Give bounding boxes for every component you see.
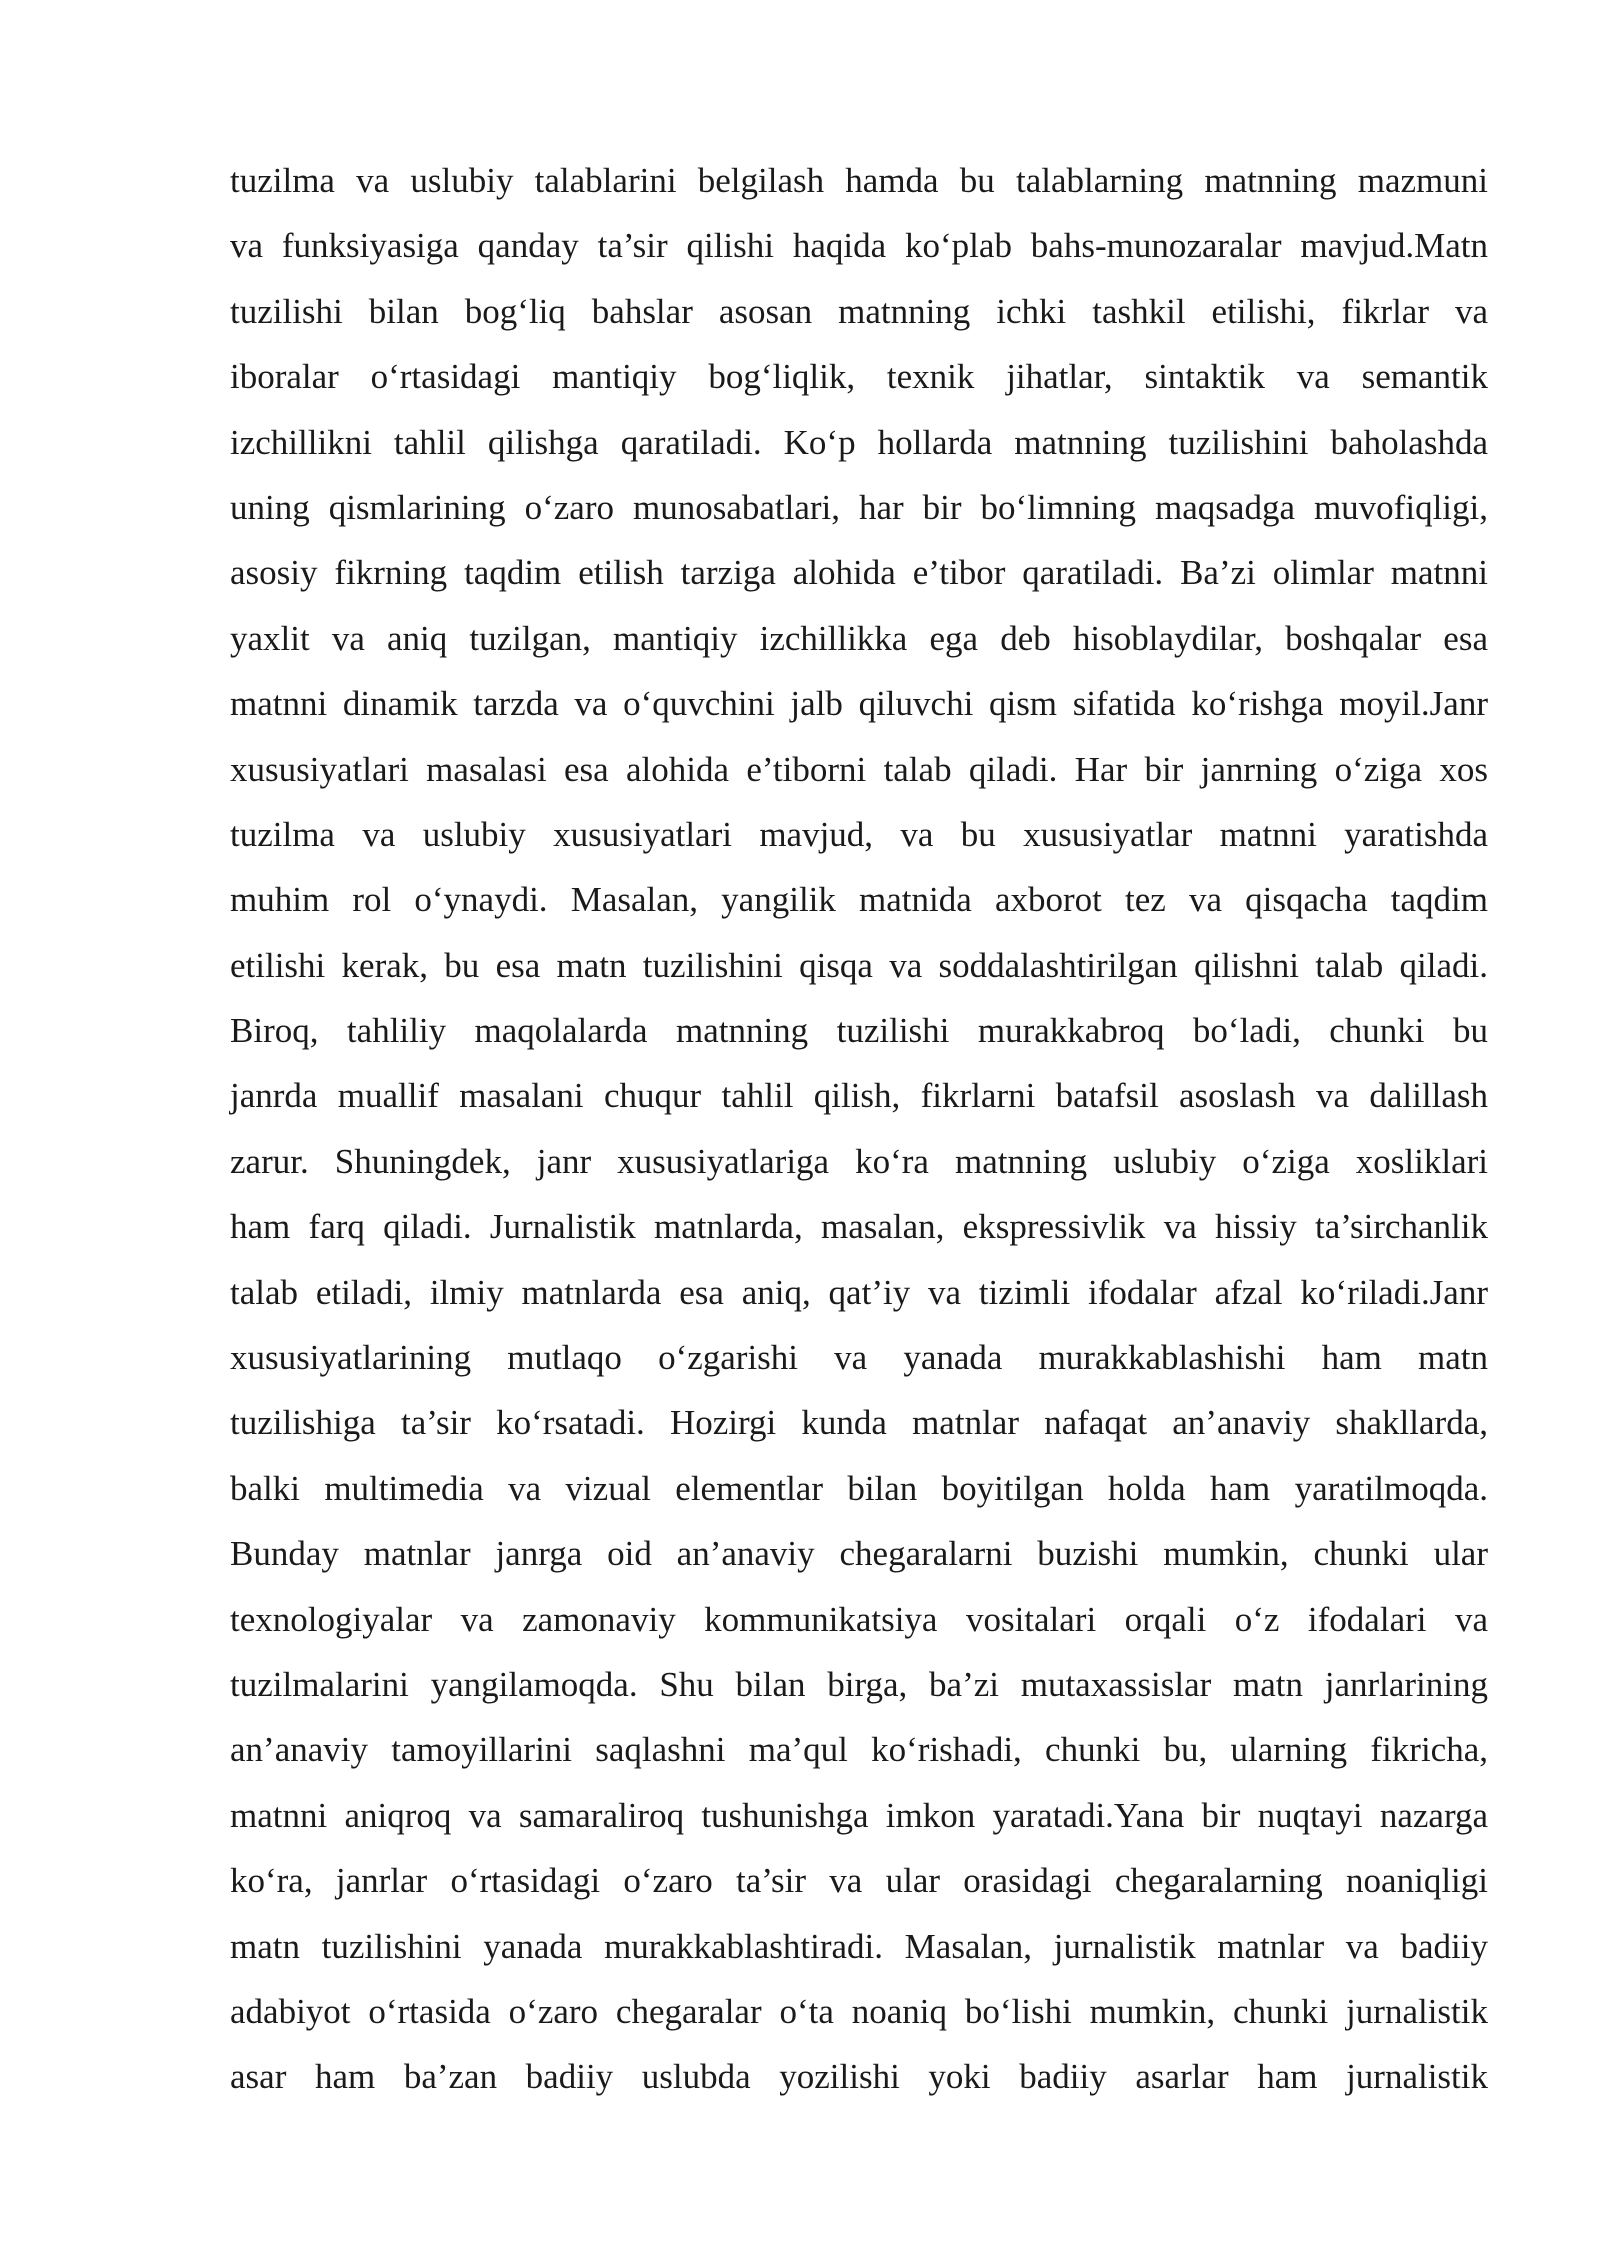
text-line: muhim rol o‘ynaydi. Masalan, yangilik matnida axborot tez va qisqacha taqdim: [230, 880, 1488, 920]
text-line: matnni aniqroq va samaraliroq tushunishga imkon yaratadi.Yana bir nuqtayi nazarga: [230, 1795, 1488, 1835]
text-line: asar ham ba’zan badiiy uslubda yozilishi yoki badiiy asarlar ham jurnalistik: [230, 2057, 1488, 2097]
text-line: xususiyatlari masalasi esa alohida e’tiborni talab qiladi. Har bir janrning o‘ziga xos: [230, 749, 1488, 789]
text-line: zarur. Shuningdek, janr xususiyatlariga ko‘ra matnning uslubiy o‘ziga xosliklari: [230, 1141, 1488, 1181]
text-line: ham farq qiladi. Jurnalistik matnlarda, masalan, ekspressivlik va hissiy ta’sirchanlik: [230, 1207, 1488, 1247]
text-line: an’anaviy tamoyillarini saqlashni ma’qul ko‘rishadi, chunki bu, ularning fikricha,: [230, 1730, 1488, 1770]
text-line: izchillikni tahlil qilishga qaratiladi. Ko‘p hollarda matnning tuzilishini baholashda: [230, 422, 1488, 462]
text-line: tuzilishiga ta’sir ko‘rsatadi. Hozirgi kunda matnlar nafaqat an’anaviy shakllarda,: [230, 1403, 1488, 1443]
text-line: matn tuzilishini yanada murakkablashtiradi. Masalan, jurnalistik matnlar va badiiy: [230, 1926, 1488, 1966]
text-line: adabiyot o‘rtasida o‘zaro chegaralar o‘ta noaniq bo‘lishi mumkin, chunki jurnalistik: [230, 1991, 1488, 2031]
text-line: xususiyatlarining mutlaqo o‘zgarishi va yanada murakkablashishi ham matn: [230, 1338, 1488, 1378]
text-line: janrda muallif masalani chuqur tahlil qilish, fikrlarni batafsil asoslash va dalillash: [230, 1076, 1488, 1116]
text-line: yaxlit va aniq tuzilgan, mantiqiy izchillikka ega deb hisoblaydilar, boshqalar esa: [230, 618, 1488, 658]
text-line: ko‘ra, janrlar o‘rtasidagi o‘zaro ta’sir va ular orasidagi chegaralarning noaniqligi: [230, 1861, 1488, 1901]
text-line: etilishi kerak, bu esa matn tuzilishini qisqa va soddalashtirilgan qilishni talab qiladi.: [230, 945, 1488, 985]
text-line: tuzilmalarini yangilamoqda. Shu bilan birga, ba’zi mutaxassislar matn janrlarining: [230, 1664, 1488, 1704]
body-text: [230, 148, 1488, 2110]
text-line: matnni dinamik tarzda va o‘quvchini jalb qiluvchi qism sifatida ko‘rishga moyil.Janr: [230, 684, 1488, 724]
text-line: iboralar o‘rtasidagi mantiqiy bog‘liqlik, texnik jihatlar, sintaktik va semantik: [230, 357, 1488, 397]
text-line: va funksiyasiga qanday ta’sir qilishi haqida ko‘plab bahs-munozaralar mavjud.Matn: [230, 226, 1488, 266]
text-line: asosiy fikrning taqdim etilish tarziga alohida e’tibor qaratiladi. Ba’zi olimlar matnni: [230, 553, 1488, 593]
text-line: uning qismlarining o‘zaro munosabatlari, har bir bo‘limning maqsadga muvofiqligi,: [230, 487, 1488, 527]
text-line: balki multimedia va vizual elementlar bilan boyitilgan holda ham yaratilmoqda.: [230, 1468, 1488, 1508]
text-line: tuzilma va uslubiy xususiyatlari mavjud, va bu xususiyatlar matnni yaratishda: [230, 814, 1488, 854]
text-line: texnologiyalar va zamonaviy kommunikatsiya vositalari orqali o‘z ifodalari va: [230, 1599, 1488, 1639]
text-line: talab etiladi, ilmiy matnlarda esa aniq, qat’iy va tizimli ifodalar afzal ko‘riladi.Janr: [230, 1272, 1488, 1312]
text-line: tuzilma va uslubiy talablarini belgilash hamda bu talablarning matnning mazmuni: [230, 161, 1488, 200]
text-line: tuzilishi bilan bog‘liq bahslar asosan matnning ichki tashkil etilishi, fikrlar va: [230, 291, 1488, 331]
text-line: Biroq, tahliliy maqolalarda matnning tuzilishi murakkabroq bo‘ladi, chunki bu: [230, 1011, 1488, 1051]
text-line: Bunday matnlar janrga oid an’anaviy chegaralarni buzishi mumkin, chunki ular: [230, 1534, 1488, 1574]
